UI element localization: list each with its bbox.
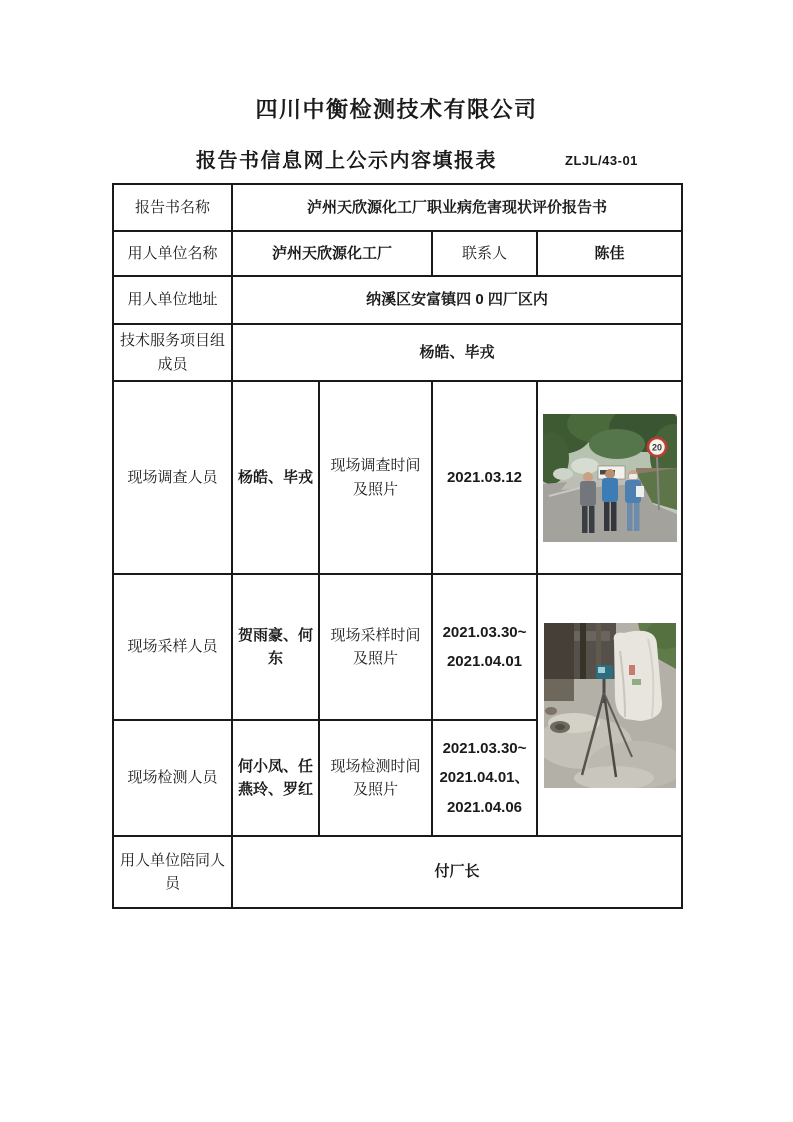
row-team-members (113, 324, 682, 381)
testing-personnel: 何小凤、任燕玲、罗红 (232, 720, 319, 836)
company-title: 四川中衡检测技术有限公司 (255, 97, 538, 122)
date-line: 2021.04.01 (446, 653, 523, 670)
accompany-label: 用人单位陪同人员 (113, 836, 232, 908)
date-line: 2021.04.01、 (439, 769, 530, 787)
contact-label: 联系人 (432, 231, 537, 276)
employer-address-value: 纳溪区安富镇四 0 四厂区内 (232, 276, 682, 324)
date-line: 2021.03.30~ (442, 740, 527, 758)
accompany-value: 付厂长 (232, 836, 682, 908)
contact-value: 陈佳 (537, 231, 682, 276)
investigation-photo (543, 414, 677, 542)
team-members-label: 技术服务项目组成员 (113, 324, 232, 381)
row-accompany (113, 836, 682, 908)
form-code: ZLJL/43-01 (565, 153, 638, 168)
sampling-label: 现场采样人员 (113, 574, 232, 720)
date-line: 2021.03.30~ (442, 623, 527, 641)
testing-label: 现场检测人员 (113, 720, 232, 836)
employer-name-value: 泸州天欣源化工厂 (232, 231, 432, 276)
employer-address-label: 用人单位地址 (113, 276, 232, 324)
investigation-photo-cell (537, 381, 682, 574)
date-line: 2021.04.06 (446, 798, 523, 816)
report-name-label: 报告书名称 (113, 184, 232, 231)
form-title: 报告书信息网上公示内容填报表 (196, 150, 497, 172)
team-members-value: 杨皓、毕戎 (232, 324, 682, 381)
row-employer-name (113, 231, 682, 276)
investigation-personnel: 杨皓、毕戎 (232, 381, 319, 574)
row-employer-address (113, 276, 682, 324)
subtitle-row (0, 146, 793, 176)
bulk-bag (613, 630, 661, 720)
report-name-value: 泸州天欣源化工厂职业病危害现状评价报告书 (232, 184, 682, 231)
investigation-label: 现场调查人员 (113, 381, 232, 574)
row-sampling (113, 574, 682, 720)
investigation-time-label: 现场调查时间及照片 (319, 381, 432, 574)
employer-name-label: 用人单位名称 (113, 231, 232, 276)
row-report-name (113, 184, 682, 231)
testing-time-label: 现场检测时间及照片 (319, 720, 432, 836)
speed-limit-sign-text: 20 (651, 442, 662, 452)
sampling-dates (432, 574, 537, 720)
sampling-time-label: 现场采样时间及照片 (319, 574, 432, 720)
sampling-photo (544, 623, 676, 788)
testing-dates (432, 720, 537, 836)
investigation-dates (432, 381, 537, 574)
sampling-personnel: 贺雨豪、何东 (232, 574, 319, 720)
row-investigation (113, 381, 682, 574)
sampling-photo-cell (537, 574, 682, 836)
date-line: 2021.03.12 (446, 468, 523, 486)
report-info-table (112, 183, 683, 909)
